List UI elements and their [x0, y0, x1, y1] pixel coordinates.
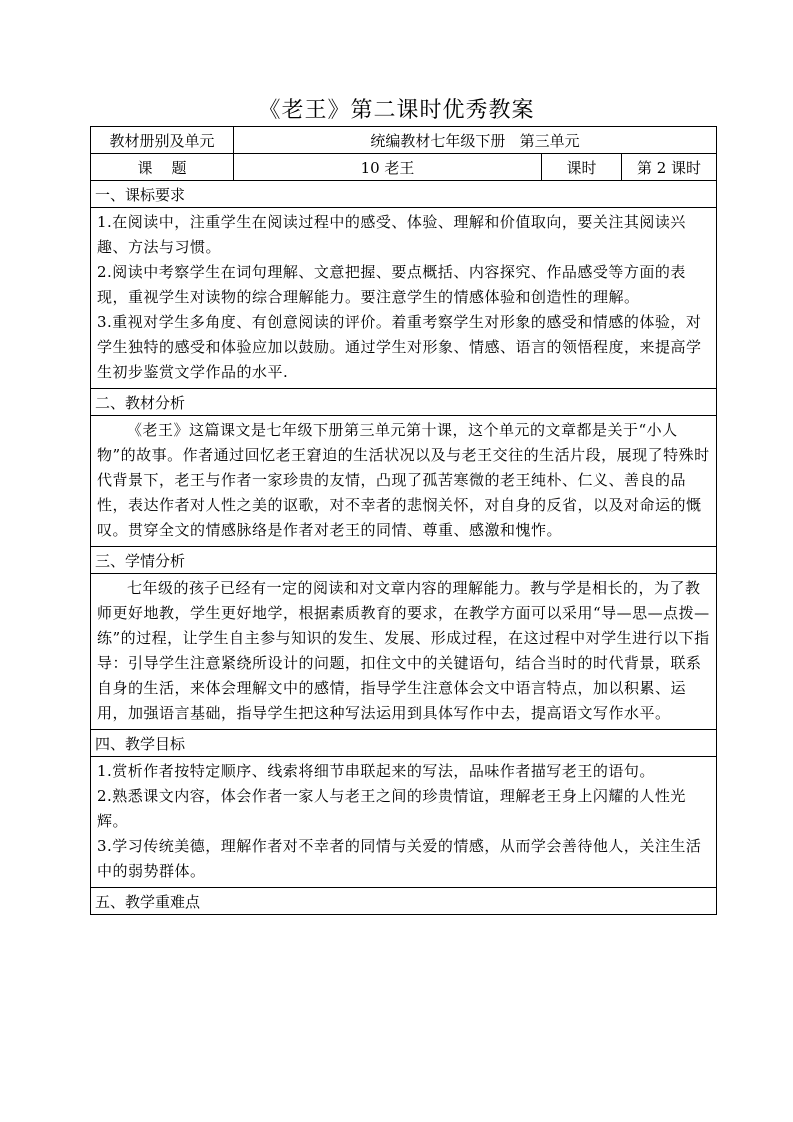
section-body-standards: [91, 208, 717, 389]
lesson-label: 课 题: [91, 154, 234, 181]
lesson-row: [91, 154, 717, 181]
section-body-row: [91, 574, 717, 730]
section-heading-key-points: 五、教学重难点: [91, 888, 717, 915]
learners-paragraph: 七年级的孩子已经有一定的阅读和对文章内容的理解能力。教与学是相长的，为了教师更好地教，学生更好地学，根据素质教育的要求，在教学方面可以采用“导—思—点拨—练”的过程，让学生自主参与知识的发生、发展、形成过程，在这过程中对学生进行以下指导：引导学生注意紧绕所设计的问题，扣住文中的关键语句，结合当时的时代背景，联系自身的生活，来体会理解文中的感情，指导学生注意体会文中语言特点，加以积累、运用，加强语言基础，指导学生把这种写法运用到具体写作中去，提高语文写作水平。: [97, 579, 710, 722]
section-body-row: [91, 416, 717, 547]
section-body-row: [91, 208, 717, 389]
section-heading-row: [91, 888, 717, 915]
period-value: 第 2 课时: [622, 154, 717, 181]
section-heading-textbook: 二、教材分析: [91, 389, 717, 416]
document-title: 《老王》第二课时优秀教案: [258, 98, 535, 123]
section-body-row: [91, 757, 717, 888]
material-label: 教材册别及单元: [91, 127, 234, 154]
period-label: 课时: [542, 154, 622, 181]
lesson-plan-table: [90, 126, 717, 915]
material-value: 统编教材七年级下册 第三单元: [234, 127, 717, 154]
section-heading-row: [91, 547, 717, 574]
section-heading-row: [91, 730, 717, 757]
standards-paragraph: 2.阅读中考察学生在词句理解、文意把握、要点概括、内容探究、作品感受等方面的表现，重视学生对读物的综合理解能力。要注意学生的情感体验和创造性的理解。: [97, 263, 686, 306]
textbook-paragraph: 《老王》这篇课文是七年级下册第三单元第十课，这个单元的文章都是关于“小人物”的故事。作者通过回忆老王窘迫的生活状况以及与老王交往的生活片段，展现了特殊时代背景下，老王与作者一家珍贵的友情，凸现了孤苦寒微的老王纯朴、仁义、善良的品性，表达作者对人性之美的讴歌，对不幸者的悲悯关怀，对自身的反省，以及对命运的慨叹。贯穿全文的情感脉络是作者对老王的同情、尊重、感激和愧怍。: [97, 421, 710, 539]
lesson-value: 10 老王: [234, 154, 542, 181]
section-heading-objectives: 四、教学目标: [91, 730, 717, 757]
objectives-paragraph: 1.赏析作者按特定顺序、线索将细节串联起来的写法，品味作者描写老王的语句。: [97, 762, 655, 780]
section-body-textbook: [91, 416, 717, 547]
section-body-objectives: [91, 757, 717, 888]
objectives-paragraph: 2.熟悉课文内容，体会作者一家人与老王之间的珍贵情谊，理解老王身上闪耀的人性光辉。: [97, 787, 686, 830]
section-heading-row: [91, 389, 717, 416]
section-heading-standards: 一、课标要求: [91, 181, 717, 208]
objectives-paragraph: 3.学习传统美德，理解作者对不幸者的同情与关爱的情感，从而学会善待他人，关注生活中的弱势群体。: [97, 837, 702, 880]
standards-paragraph: 3.重视对学生多角度、有创意阅读的评价。着重考察学生对形象的感受和情感的体验，对学生独特的感受和体验应加以鼓励。通过学生对形象、情感、语言的领悟程度，来提高学生初步鉴赏文学作品的水平.: [97, 313, 702, 381]
section-heading-row: [91, 181, 717, 208]
standards-paragraph: 1.在阅读中，注重学生在阅读过程中的感受、体验、理解和价值取向，要关注其阅读兴趣、方法与习惯。: [97, 213, 686, 256]
material-row: [91, 127, 717, 154]
section-heading-learners: 三、学情分析: [91, 547, 717, 574]
section-body-learners: [91, 574, 717, 730]
